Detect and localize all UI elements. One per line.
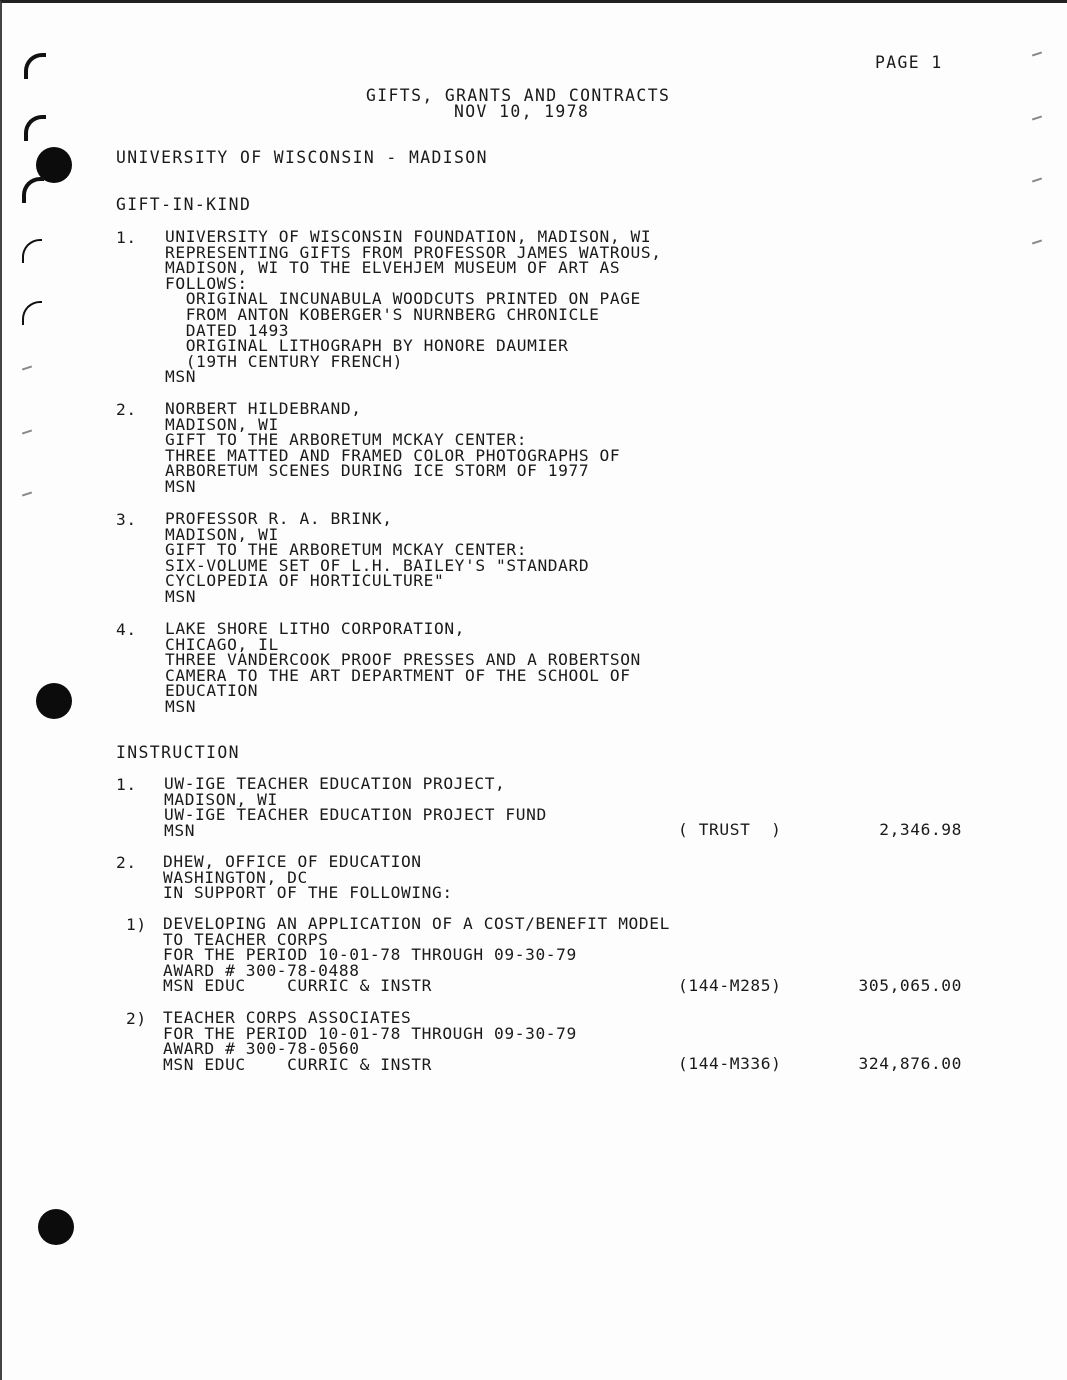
item-line: MADISON, WI	[165, 414, 279, 434]
item-text	[163, 854, 453, 901]
item-line: FOLLOWS:	[165, 273, 248, 293]
item-text	[165, 511, 589, 605]
item-number: 2.	[116, 400, 137, 419]
item-line: AWARD # 300-78-0488	[163, 960, 360, 980]
item-line: NORBERT HILDEBRAND,	[165, 399, 362, 418]
item-line: SIX-VOLUME SET OF L.H. BAILEY'S "STANDARD	[165, 555, 590, 575]
item-line: (19TH CENTURY FRENCH)	[165, 351, 403, 371]
edge-mark	[1032, 52, 1042, 57]
item-line: IN SUPPORT OF THE FOLLOWING:	[163, 883, 453, 903]
item-line: EDUCATION	[165, 681, 259, 701]
sub-item-text	[163, 916, 670, 994]
edge-mark	[24, 115, 46, 141]
item-line: PROFESSOR R. A. BRINK,	[165, 509, 393, 528]
item-line: MSN EDUC CURRIC & INSTR	[163, 976, 432, 996]
item-line: THREE MATTED AND FRAMED COLOR PHOTOGRAPHS OF	[165, 445, 621, 465]
item-line: MADISON, WI	[165, 524, 279, 544]
item-line: TO TEACHER CORPS	[163, 929, 329, 949]
account-code: (144-M336)	[678, 1054, 782, 1073]
item-line: ORIGINAL LITHOGRAPH BY HONORE DAUMIER	[165, 336, 569, 356]
section-heading-instruction: INSTRUCTION	[116, 743, 240, 762]
item-line: THREE VANDERCOOK PROOF PRESSES AND A ROBERTSON	[165, 650, 641, 670]
account-code: (144-M285)	[678, 976, 782, 995]
item-text	[164, 776, 547, 838]
sub-item-number: 2)	[126, 1009, 147, 1028]
institution-name: UNIVERSITY OF WISCONSIN - MADISON	[116, 148, 488, 167]
edge-mark	[22, 239, 42, 263]
page-number: PAGE 1	[875, 53, 943, 72]
account-code: ( TRUST )	[678, 820, 782, 839]
item-number: 1.	[116, 775, 137, 794]
edge-mark	[22, 430, 32, 435]
item-text	[165, 401, 620, 495]
item-line: MADISON, WI TO THE ELVEHJEM MUSEUM OF ART AS	[165, 258, 621, 278]
item-line: MADISON, WI	[164, 789, 278, 809]
item-line: FOR THE PERIOD 10-01-78 THROUGH 09-30-79	[163, 1023, 577, 1043]
item-line: ARBORETUM SCENES DURING ICE STORM OF 1977	[165, 461, 590, 481]
edge-mark	[24, 53, 46, 79]
item-line: TEACHER CORPS ASSOCIATES	[163, 1008, 412, 1027]
document-date: NOV 10, 1978	[454, 102, 590, 121]
item-line: CAMERA TO THE ART DEPARTMENT OF THE SCHOOL OF	[165, 665, 631, 685]
item-number: 4.	[116, 620, 137, 639]
item-line: AWARD # 300-78-0560	[163, 1039, 360, 1059]
item-line: LAKE SHORE LITHO CORPORATION,	[165, 619, 466, 638]
item-number: 1.	[116, 228, 137, 247]
edge-mark	[22, 177, 44, 203]
item-line: MSN	[165, 696, 197, 716]
item-line: CHICAGO, IL	[165, 634, 279, 654]
edge-mark	[1032, 116, 1042, 121]
sub-item-text	[163, 1010, 577, 1072]
item-line: UW-IGE TEACHER EDUCATION PROJECT FUND	[164, 805, 547, 825]
sub-item-number: 1)	[126, 915, 147, 934]
punch-hole-bottom	[38, 1209, 74, 1245]
edge-mark	[22, 301, 42, 325]
document-title: GIFTS, GRANTS AND CONTRACTS	[366, 86, 671, 105]
item-line: MSN	[164, 820, 196, 840]
item-text	[165, 621, 641, 715]
item-line: MSN	[165, 476, 197, 496]
item-line: ORIGINAL INCUNABULA WOODCUTS PRINTED ON PAGE	[165, 289, 641, 309]
amount: 2,346.98	[879, 820, 962, 839]
item-line: DEVELOPING AN APPLICATION OF A COST/BENEFIT MODEL	[163, 914, 670, 933]
item-line: GIFT TO THE ARBORETUM MCKAY CENTER:	[165, 430, 528, 450]
item-line: CYCLOPEDIA OF HORTICULTURE"	[165, 571, 445, 591]
punch-hole-middle	[36, 683, 72, 719]
item-line: DHEW, OFFICE OF EDUCATION	[163, 852, 422, 871]
item-line: DATED 1493	[165, 320, 290, 340]
section-heading-gift-in-kind: GIFT-IN-KIND	[116, 195, 252, 214]
edge-mark	[1032, 240, 1042, 245]
item-number: 2.	[116, 853, 137, 872]
item-text	[165, 229, 662, 385]
item-line: UNIVERSITY OF WISCONSIN FOUNDATION, MADISON, WI	[165, 227, 652, 246]
item-line: MSN	[165, 367, 197, 387]
item-line: WASHINGTON, DC	[163, 867, 308, 887]
amount: 305,065.00	[858, 976, 962, 995]
item-line: FOR THE PERIOD 10-01-78 THROUGH 09-30-79	[163, 945, 577, 965]
edge-mark	[22, 492, 32, 497]
amount: 324,876.00	[858, 1054, 962, 1073]
item-number: 3.	[116, 510, 137, 529]
edge-mark	[22, 366, 32, 371]
item-line: GIFT TO THE ARBORETUM MCKAY CENTER:	[165, 540, 528, 560]
edge-mark	[1032, 178, 1042, 183]
item-line: REPRESENTING GIFTS FROM PROFESSOR JAMES WATROUS,	[165, 242, 662, 262]
item-line: UW-IGE TEACHER EDUCATION PROJECT,	[164, 774, 506, 793]
item-line: FROM ANTON KOBERGER'S NURNBERG CHRONICLE	[165, 304, 600, 324]
item-line: MSN	[165, 586, 197, 606]
item-line: MSN EDUC CURRIC & INSTR	[163, 1054, 432, 1074]
